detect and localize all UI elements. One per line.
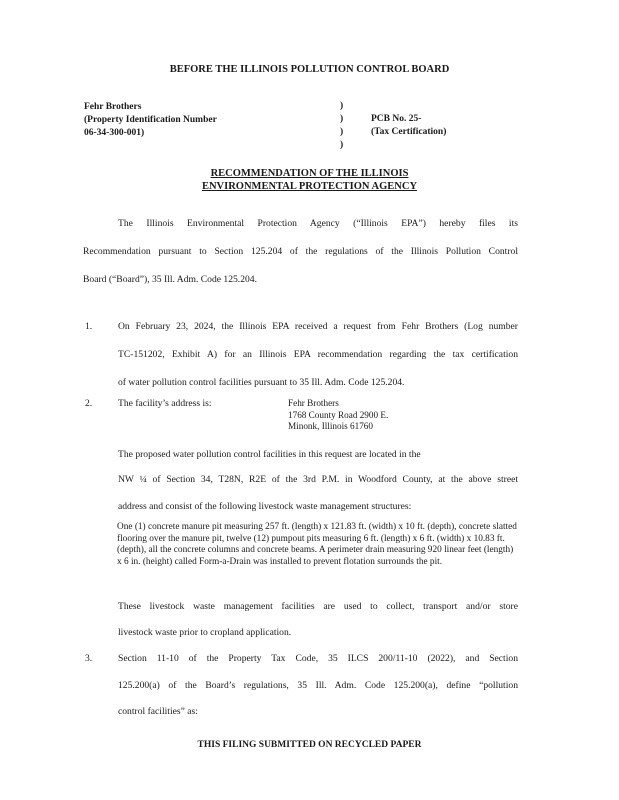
- caption-paren: ): [340, 127, 344, 137]
- item3-line3: control facilities” as:: [118, 706, 198, 717]
- heading-line2: ENVIRONMENTAL PROTECTION AGENCY: [201, 181, 418, 192]
- caption-paren: ): [340, 114, 344, 124]
- item1-line2: TC-151202, Exhibit A) for an Illinois EPA recommendation regarding the tax certification: [118, 349, 518, 360]
- address-line2: 1768 County Road 2900 E.: [288, 410, 389, 420]
- item1-line1: On February 23, 2024, the Illinois EPA received a request from Fehr Brothers (Log number: [118, 321, 518, 332]
- caption-party-line3: 06-34-300-001): [84, 128, 145, 138]
- caption-paren: ): [340, 101, 344, 111]
- structures-description: One (1) concrete manure pit measuring 257 ft. (length) x 121.83 ft. (width) x 10 ft. (depth), concrete slatted flooring over the manure pit, twelve (12) pumpout pits measuring 6 ft. (length) x 6 ft. (width) x 10.83 ft. (depth), all the concrete columns and concrete beams. A perimeter drain measuring 920 linear feet (length) x 6 in. (height) called Form-a-Drain was installed to prevent flotation surrounds the pit.: [117, 522, 517, 567]
- intro-line2: Recommendation pursuant to Section 125.204 of the regulations of the Illinois Pollution Control: [83, 246, 518, 257]
- item3-line1: Section 11-10 of the Property Tax Code, 35 ILCS 200/11-10 (2022), and Section: [118, 653, 518, 664]
- item-number: 1.: [85, 321, 93, 332]
- item2-para1-line1: The proposed water pollution control facilities in this request are located in the: [118, 449, 421, 460]
- caption-party-line2: (Property Identification Number: [84, 115, 217, 125]
- address-label: The facility’s address is:: [118, 398, 212, 409]
- item2-para2-line2: livestock waste prior to cropland application.: [118, 627, 292, 638]
- recycled-paper-footer: THIS FILING SUBMITTED ON RECYCLED PAPER: [197, 740, 422, 750]
- heading-line1: RECOMMENDATION OF THE ILLINOIS: [210, 168, 409, 179]
- item3-line2: 125.200(a) of the Board’s regulations, 35 Ill. Adm. Code 125.200(a), define “pollution: [118, 680, 518, 691]
- item-number: 2.: [85, 398, 93, 409]
- board-title: BEFORE THE ILLINOIS POLLUTION CONTROL BOARD: [169, 64, 450, 75]
- address-line3: Minonk, Illinois 61760: [288, 421, 373, 431]
- item2-para1-line2: NW ¼ of Section 34, T28N, R2E of the 3rd P.M. in Woodford County, at the above street: [118, 474, 518, 485]
- item2-para2-line1: These livestock waste management facilities are used to collect, transport and/or store: [118, 601, 518, 612]
- address-line1: Fehr Brothers: [288, 398, 339, 408]
- intro-line1: The Illinois Environmental Protection Agency (“Illinois EPA”) hereby files its: [118, 218, 518, 229]
- item-number: 3.: [85, 653, 93, 664]
- caption-party-line1: Fehr Brothers: [84, 102, 142, 112]
- intro-line3: Board (“Board”), 35 Ill. Adm. Code 125.204.: [83, 274, 257, 285]
- case-number: PCB No. 25-: [371, 114, 422, 124]
- case-type: (Tax Certification): [371, 127, 447, 137]
- item1-line3: of water pollution control facilities pursuant to 35 Ill. Adm. Code 125.204.: [118, 377, 405, 388]
- item2-para1-line3: address and consist of the following livestock waste management structures:: [118, 501, 412, 512]
- caption-paren: ): [340, 140, 344, 150]
